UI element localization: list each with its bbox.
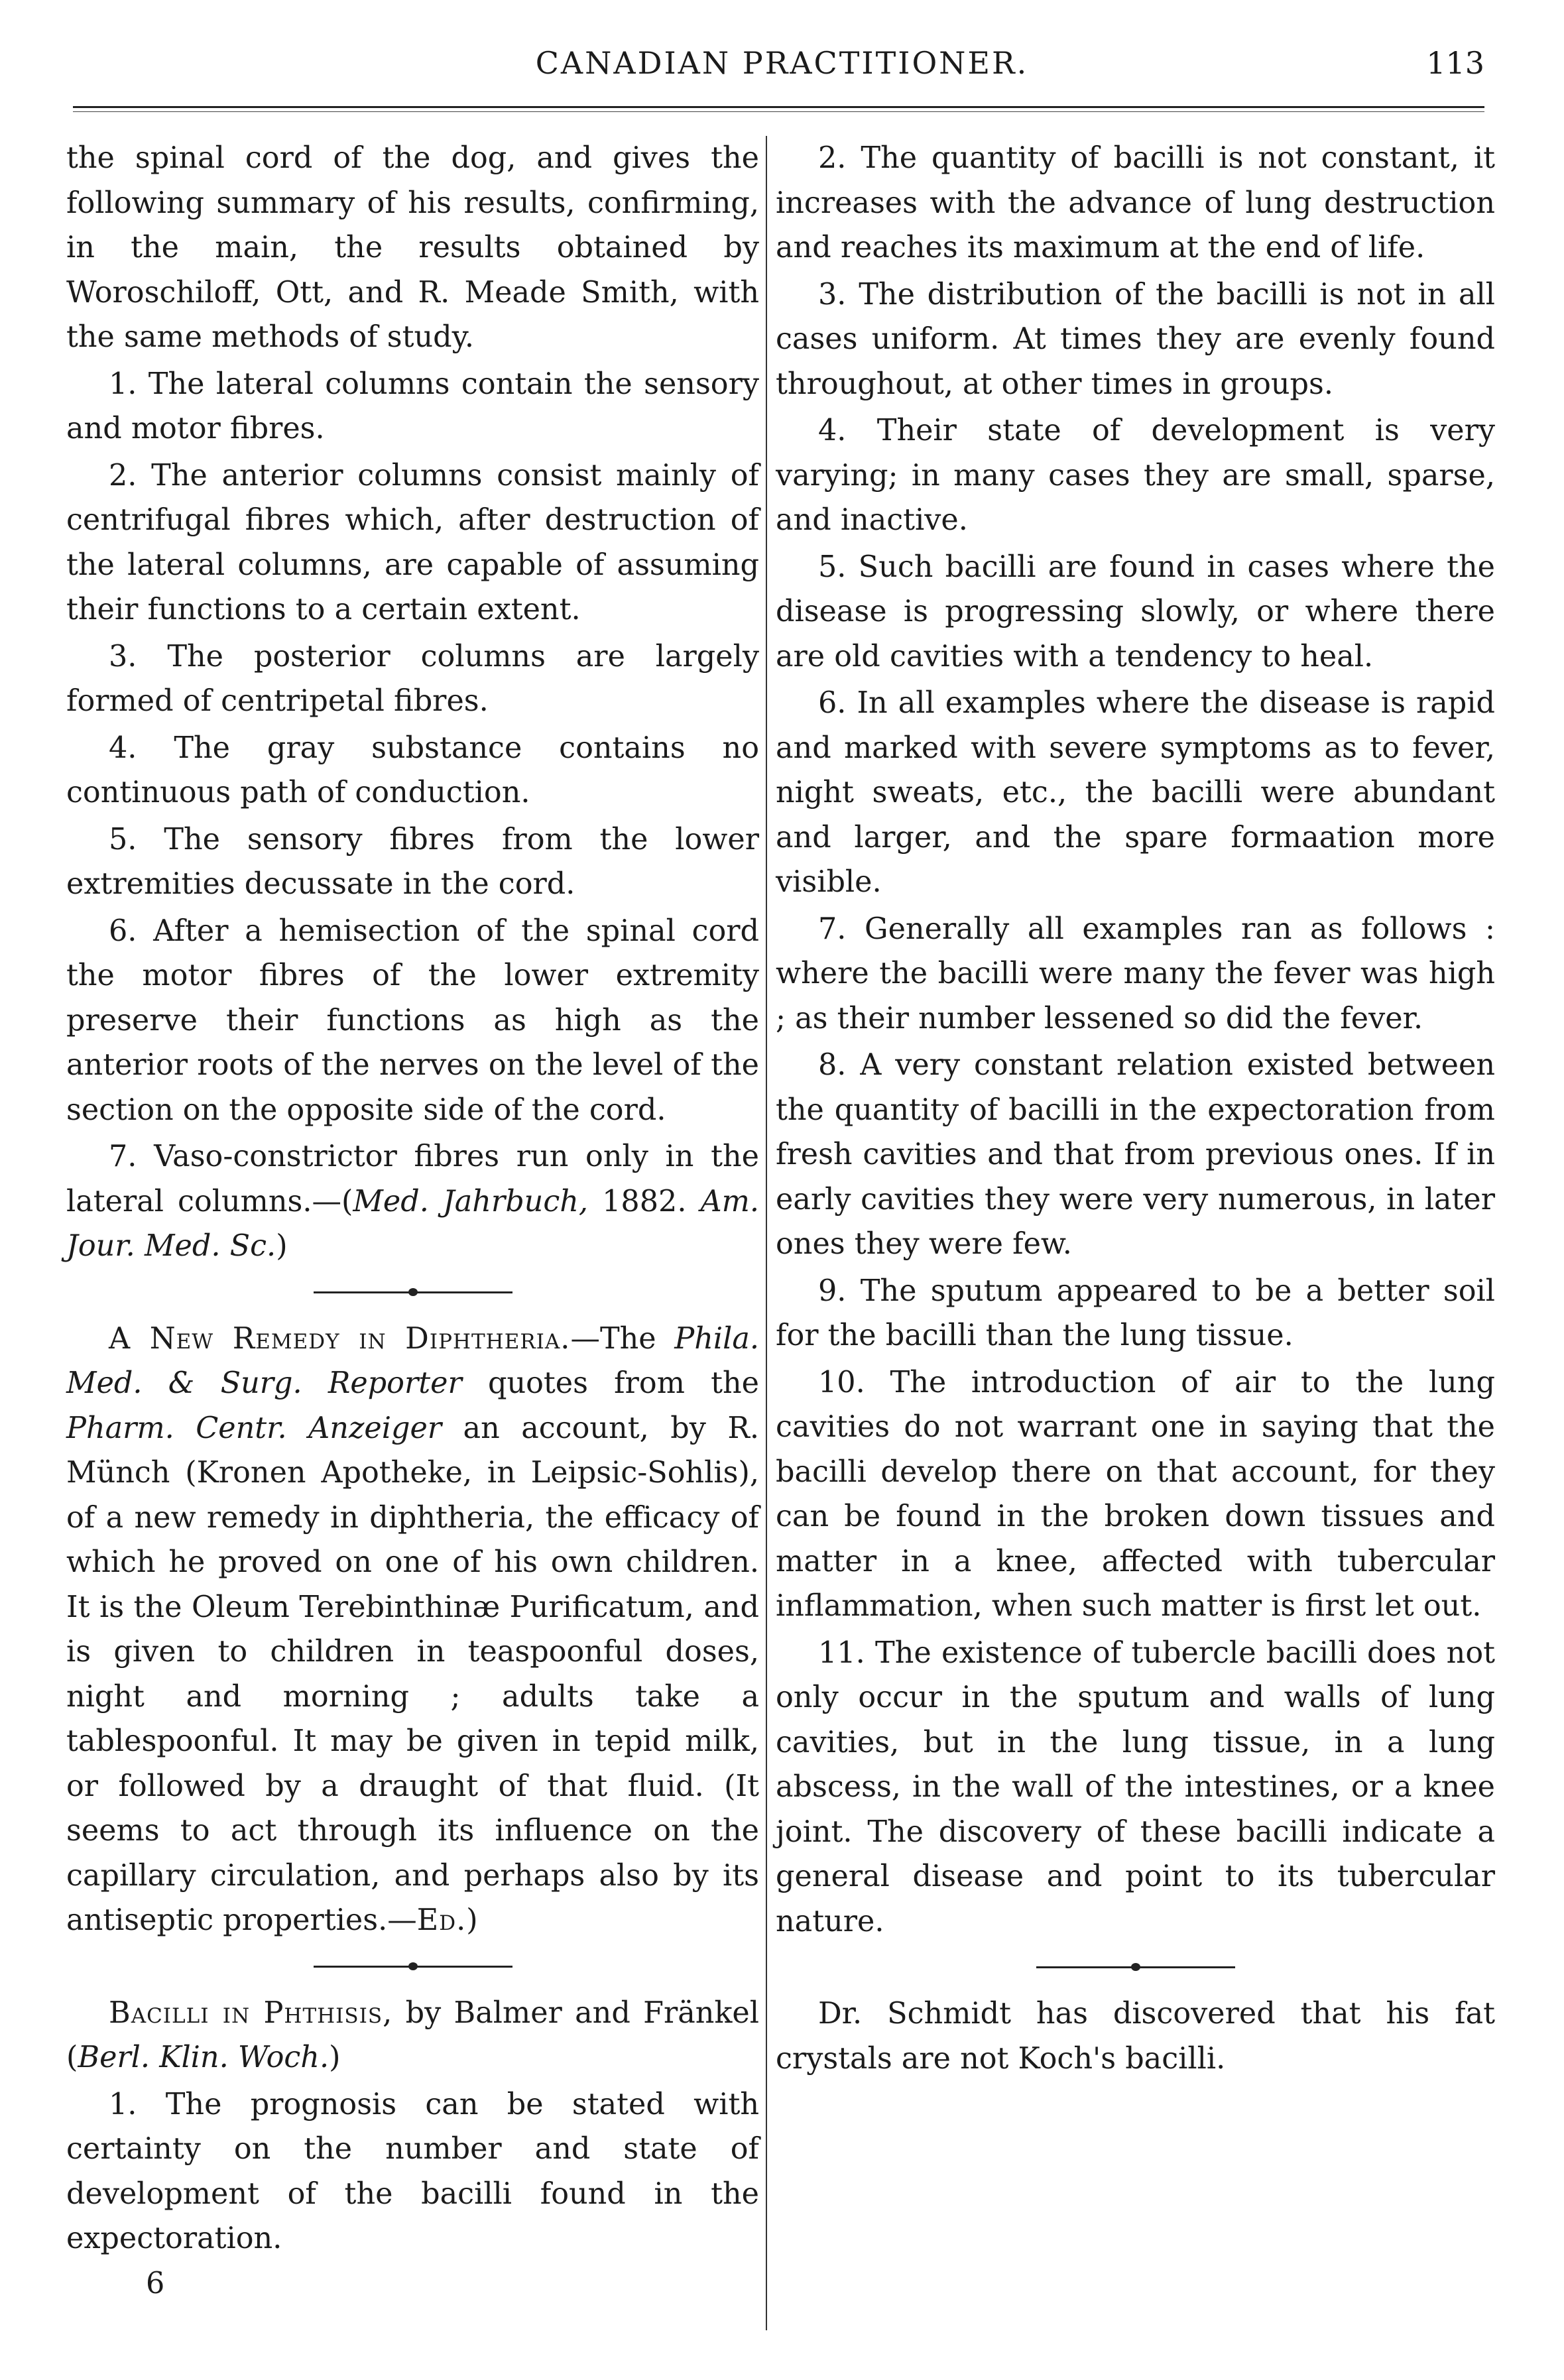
header-rule (73, 106, 1484, 108)
bacilli-item-6: 6. In all examples where the disease is rapid and marked with severe symptoms as to fever, night sweats, etc., the bacilli were abundant and larger, and the spare formaation more visible. (776, 686, 1495, 899)
left-column (66, 136, 759, 2306)
item7-text: 7. Vaso-constrictor fibres run only in the lateral columns.—( (66, 1140, 759, 1219)
section-separator-2 (66, 1943, 759, 1991)
article-close: ) (329, 2041, 341, 2074)
article-body: an account, by R. Münch (Kronen Apotheke, in Leipsic-Sohlis), of a new remedy in diphtheria, the efficacy of which he proved on one of his own children. It is the Oleum Terebinthinæ Purificatum, and is given to children in teaspoonful doses, night and morning ; adults take a tablespoonful. It may be given in tepid milk, or followed by a draught of that fluid. (It seems to act through its influence on the capillary circulation, and perhaps also by its antiseptic properties.— (66, 1411, 759, 1937)
bacilli-item-2: 2. The quantity of bacilli is not constant, it increases with the advance of lung destruction and reaches its maximum at the end of life. (776, 141, 1495, 265)
column-divider (766, 136, 767, 2330)
bacilli-item-7: 7. Generally all examples ran as follows : where the bacilli were many the fever was high ; as their number lessened so did the fever. (776, 912, 1495, 1036)
bacilli-item-9: 9. The sputum appeared to be a better soil for the bacilli than the lung tissue. (776, 1274, 1495, 1352)
running-title: CANADIAN PRACTITIONER. (535, 45, 1029, 81)
article-title-diphtheria: A New Remedy in Diphtheria. (109, 1321, 571, 1356)
page-number: 113 (1426, 45, 1484, 81)
page-header (66, 45, 1498, 105)
bacilli-item-1: 1. The prognosis can be stated with certainty on the number and state of development of the bacilli found in the expectoration. (66, 2087, 759, 2255)
paragraph-intro: the spinal cord of the dog, and gives the following summary of his results, confirming, in the main, the results obtained by Woroschiloff, Ott, and R. Meade Smith, with the same methods of study. (66, 141, 759, 354)
article-text: quotes from the (461, 1366, 759, 1400)
article-dash: —The (570, 1321, 675, 1356)
item7-close: ) (276, 1229, 288, 1263)
list-item-4: 4. The gray substance contains no continuous path of conduction. (66, 731, 759, 809)
article-title-bacilli: Bacilli in Phthisis, (109, 1995, 393, 2030)
bacilli-item-5: 5. Such bacilli are found in cases where the disease is progressing slowly, or where there are old cavities with a tendency to heal. (776, 550, 1495, 674)
bacilli-item-11: 11. The existence of tubercle bacilli does not only occur in the sputum and walls of lung cavities, but in the lung tissue, in a lung abscess, in the wall of the intestines, or a knee joint. The discovery of these bacilli indicate a general disease and point to its tubercular nature. (776, 1636, 1495, 1938)
article-bacilli (66, 1991, 759, 2080)
bacilli-item-3: 3. The distribution of the bacilli is not in all cases uniform. At times they are evenly found throughout, at other times in groups. (776, 277, 1495, 401)
article-authors: by Balmer and Fränkel ( (66, 1995, 759, 2074)
right-column (776, 136, 1495, 2081)
section-separator-3 (776, 1944, 1495, 1992)
list-item-6: 6. After a hemisection of the spinal cord the motor fibres of the lower extremity preserve their functions as high as the anterior roots of the nerves on the level of the section on the opposite side of the cord. (66, 914, 759, 1127)
list-item-1: 1. The lateral columns contain the sensory and motor fibres. (66, 367, 759, 446)
article-end: ) (466, 1903, 478, 1937)
publication-name: Phila. Med. & Surg. Reporter (66, 1321, 759, 1400)
signature-mark: 6 (146, 2266, 165, 2300)
bacilli-item-4: 4. Their state of development is very varying; in many cases they are small, sparse, and inactive. (776, 414, 1495, 537)
publication-name-2: Pharm. Centr. Anzeiger (66, 1411, 442, 1445)
item7-ref-journal: Med. Jahrbuch, (353, 1184, 589, 1219)
list-item-2: 2. The anterior columns consist mainly of centrifugal fibres which, after destruction of the lateral columns, are capable of assuming their functions to a certain extent. (66, 458, 759, 626)
header-rule-thin (73, 111, 1484, 112)
item7-year: 1882. (588, 1184, 701, 1219)
item7-ref-journal-2: Am. Jour. Med. Sc. (66, 1184, 759, 1263)
note-schmidt: Dr. Schmidt has discovered that his fat crystals are not Koch's bacilli. (776, 1997, 1495, 2076)
list-item-3: 3. The posterior columns are largely formed of centripetal fibres. (66, 639, 759, 718)
list-item-7 (66, 1134, 759, 1269)
bacilli-item-8: 8. A very constant relation existed between the quantity of bacilli in the expectoration from fresh cavities and that from previous ones. If in early cavities they were very numerous, in later ones they were few. (776, 1048, 1495, 1261)
publication-name-3: Berl. Klin. Woch. (78, 2041, 330, 2074)
editor-mark: Ed. (416, 1903, 467, 1937)
article-diphtheria (66, 1317, 759, 1943)
list-item-5: 5. The sensory fibres from the lower extremities decussate in the cord. (66, 822, 759, 901)
bacilli-item-10: 10. The introduction of air to the lung cavities do not warrant one in saying that the bacilli develop there on that account, for they can be found in the broken down tissues and matter in a knee, affected with tubercular inflammation, when such matter is first let out. (776, 1365, 1495, 1623)
section-separator (66, 1269, 759, 1317)
